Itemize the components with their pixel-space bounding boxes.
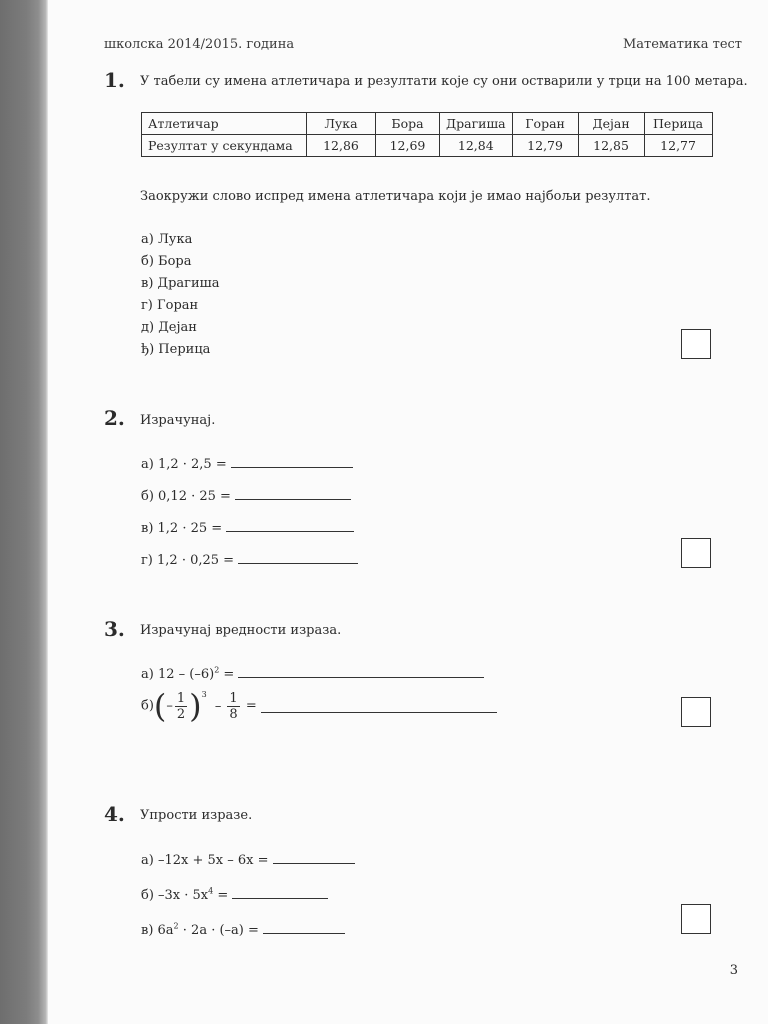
simplify-item-a	[141, 851, 355, 868]
table-cell: 12,69	[376, 135, 440, 157]
calc-item-v	[141, 519, 354, 536]
answer-option-v[interactable]: в) Драгиша	[141, 276, 220, 291]
table-cell: 12,77	[644, 135, 712, 157]
score-box-1[interactable]	[681, 329, 711, 359]
results-table	[141, 112, 713, 157]
calc-item-g	[141, 551, 358, 568]
calc-expression: б) 0,12 · 25 =	[141, 489, 231, 504]
question-4-number: 4.	[104, 802, 125, 826]
fraction-one-half	[175, 691, 187, 722]
score-box-2[interactable]	[681, 538, 711, 568]
equals-sign: =	[217, 888, 229, 903]
numerator: 1	[176, 690, 186, 706]
table-row-header: Атлетичар	[142, 113, 307, 135]
answer-blank[interactable]	[226, 519, 354, 532]
equals-sign: =	[223, 667, 235, 682]
denominator: 8	[229, 706, 238, 722]
calc-item-a	[141, 455, 353, 472]
question-1-text: У табели су имена атлетичара и резултати које су они остварили у трци на 100 метара.	[140, 74, 748, 89]
table-cell: Бора	[376, 113, 440, 135]
left-paren: (	[153, 687, 167, 725]
expression-a	[141, 665, 484, 682]
answer-option-dj[interactable]: ђ) Перица	[141, 342, 211, 357]
question-1-number: 1.	[104, 68, 125, 92]
answer-blank[interactable]	[238, 665, 484, 678]
answer-option-d[interactable]: д) Дејан	[141, 320, 197, 335]
table-cell: 12,86	[307, 135, 376, 157]
question-1-instruction: Заокружи слово испред имена атлетичара који је имао најбољи резултат.	[140, 189, 651, 204]
exponent: 4	[208, 886, 214, 896]
calc-expression: а) 1,2 · 2,5 =	[141, 457, 227, 472]
question-2-number: 2.	[104, 406, 125, 430]
right-paren: )	[189, 687, 202, 725]
answer-blank[interactable]	[261, 700, 497, 713]
simplify-item-v	[141, 921, 345, 938]
denominator: 2	[176, 706, 186, 722]
table-cell: 12,79	[512, 135, 578, 157]
answer-blank[interactable]	[232, 886, 328, 899]
calc-item-b	[141, 487, 351, 504]
table-cell: 12,85	[578, 135, 644, 157]
header-subject: Математика тест	[622, 37, 742, 52]
minus-sign: –	[214, 698, 222, 714]
numerator: 1	[229, 690, 238, 706]
table-cell: Драгиша	[440, 113, 513, 135]
answer-blank[interactable]	[273, 851, 355, 864]
table-cell: Горан	[512, 113, 578, 135]
score-box-4[interactable]	[681, 904, 711, 934]
score-box-3[interactable]	[681, 697, 711, 727]
answer-option-a[interactable]: а) Лука	[141, 232, 193, 247]
expression-b-label: б)	[141, 698, 154, 714]
table-row-header: Резултат у секундама	[142, 135, 307, 157]
question-2-text: Израчунај.	[140, 413, 216, 428]
expression-b	[141, 687, 497, 725]
exponent: 2	[173, 921, 179, 931]
equals-sign: =	[245, 698, 257, 714]
table-cell: 12,84	[440, 135, 513, 157]
exponent: 3	[201, 690, 207, 699]
simplify-expression: б) –3x · 5x	[141, 888, 209, 903]
expression-a-base: а) 12 – (–6)	[141, 667, 215, 682]
answer-blank[interactable]	[231, 455, 353, 468]
answer-option-g[interactable]: г) Горан	[141, 298, 199, 313]
header-school-year: школска 2014/2015. година	[104, 37, 295, 52]
question-3-text: Израчунај вредности израза.	[140, 623, 342, 638]
question-4-text: Упрости изразе.	[140, 808, 253, 823]
simplify-expression: в) 6a	[141, 923, 174, 938]
question-3-number: 3.	[104, 617, 125, 641]
answer-blank[interactable]	[238, 551, 358, 564]
answer-blank[interactable]	[263, 921, 345, 934]
exponent: 2	[214, 665, 220, 675]
scan-binding-edge	[0, 0, 48, 1024]
simplify-expression: а) –12x + 5x – 6x =	[141, 853, 269, 868]
answer-blank[interactable]	[235, 487, 351, 500]
minus-sign: –	[166, 698, 173, 714]
table-row-names	[142, 113, 713, 135]
table-cell: Лука	[307, 113, 376, 135]
calc-expression: г) 1,2 · 0,25 =	[141, 553, 235, 568]
answer-option-b[interactable]: б) Бора	[141, 254, 192, 269]
simplify-expression-rest: · 2a · (–a) =	[182, 923, 259, 938]
calc-expression: в) 1,2 · 25 =	[141, 521, 223, 536]
fraction-one-eighth	[227, 691, 239, 722]
table-cell: Дејан	[578, 113, 644, 135]
simplify-item-b	[141, 886, 328, 903]
page-number: 3	[729, 963, 738, 978]
table-row-results	[142, 135, 713, 157]
table-cell: Перица	[644, 113, 712, 135]
